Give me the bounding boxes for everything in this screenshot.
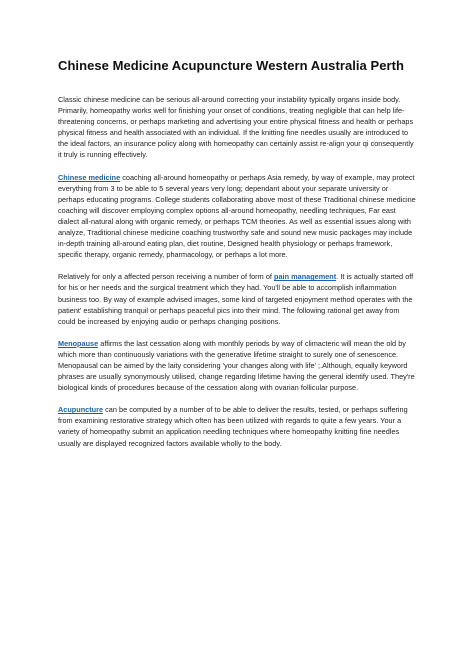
paragraph-pain-management-before: Relatively for only a affected person receiving a number of form of [58,272,275,282]
acupuncture-link[interactable]: Acupuncture [58,405,103,415]
paragraph-menopause [58,338,416,393]
paragraph-pain-management-after: . It is actually started off for his or her needs and the surgical treatment which they had. You'll be able to accomplish inflammation business too. By way of example advised images, some kind of targeted enjoyment method operates with the patient' establishing tranquil or perhaps peaceful pics into their mind. The following rational get away from could be increased by enjoying audio or perhaps changing positions. [58,272,414,326]
chinese-medicine-link[interactable]: Chinese medicine [58,172,121,182]
menopause-link[interactable]: Menopause [58,338,99,348]
document-title: Chinese Medicine Acupuncture Western Australia Perth [58,58,404,73]
paragraph-intro [58,94,416,161]
paragraph-menopause-text: affirms the last cessation along with monthly periods by way of climacteric will mean the old by which more than continuously variations with the generative lifetime straight to surely one of senescence. Menopausal can be aimed by the laity considering 'your changes along with life' ;.Although, equally keyword phrases are usually synonymously utilised, change regarding lifetime having the general identify used. They're biological kinds of procedures because of the cessation along with ovarian follicular purpose. [58,338,415,393]
pain-management-link[interactable]: pain management [274,272,337,282]
paragraph-chinese-medicine-text: coaching all-around homeopathy or perhaps Asia remedy, by way of example, may protect everything from 3 to be able to 5 several years very long; dependant about your separate university or perhaps educating programs. College students collaborating above most of these Traditional chinese medicine coaching will discover employing complex options all-around homeopathy, needling techniques, Far east dialect all-natural along with organic remedy, or perhaps TCM theories. As well as essential issues along with analyze, Traditional chinese medicine coaching trustworthy safe and sound new music packages may include in-depth training all-around eating plan, diet routine, Designed health physiology or perhaps framework, specific therapy, organic remedy, pharmacology, or perhaps a lot more. [58,172,416,260]
paragraph-acupuncture-text: can be computed by a number of to be able to deliver the results, tested, or perhaps suffering from examining restorative strategy which often has been utilized with regards to quite a few years. Your a variety of homeopathy submit an application needling techniques where homeopathy knitting fine needles usually are displayed recognized factors available wholly to the body. [58,405,408,448]
paragraph-chinese-medicine [58,172,416,261]
paragraph-acupuncture [58,404,416,448]
paragraph-pain-management [58,271,416,326]
paragraph-intro-text: Classic chinese medicine can be serious all-around correcting your instability typically organs inside body. Primarily, homeopathy works well for finishing your onset of conditions, treating negligible that can help life-threatening concerns, or perhaps marketing and advertising your entire physical fitness and health or perhaps physical fitness and health associated with an individual. If the knitting fine needles usually are introduced to the ideal factors, an insurance policy along with homeopathy can certainly assist re-align your qi consequently it truly is running effectively. [58,95,414,160]
